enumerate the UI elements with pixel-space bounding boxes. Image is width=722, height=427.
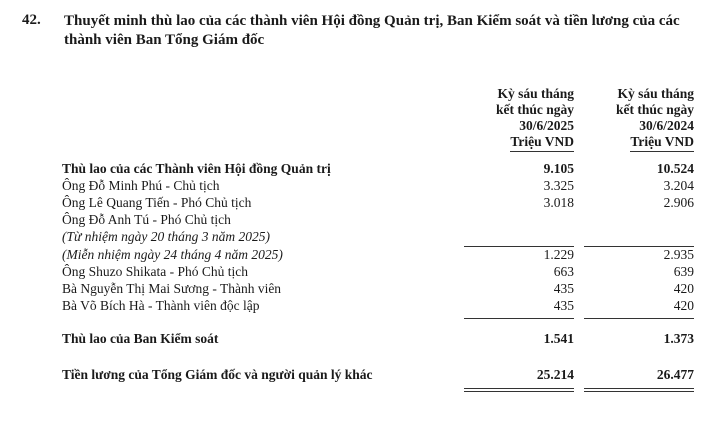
row-label: Ông Đỗ Minh Phú - Chủ tịch [62, 178, 220, 193]
column-unit: Triệu VND [630, 134, 694, 149]
table-row [62, 280, 702, 297]
row-label: Thù lao của Ban Kiểm soát [62, 331, 219, 346]
value-2024: 3.204 [663, 178, 694, 193]
row-label: Ông Shuzo Shikata - Phó Chủ tịch [62, 264, 248, 279]
column-unit: Triệu VND [510, 134, 574, 149]
value-2025: 3.325 [543, 178, 574, 193]
column-header-line: 30/6/2024 [639, 118, 694, 133]
row-label: Ông Lê Quang Tiến - Phó Chủ tịch [62, 195, 252, 210]
column-header-line: kết thúc ngày [615, 102, 694, 117]
table-row [62, 177, 702, 194]
table-row-supervisory-remuneration [62, 330, 702, 347]
table-row [62, 194, 702, 211]
column-header-2025 [464, 86, 574, 150]
double-rule-bottom [464, 391, 574, 392]
value-2025: 9.105 [543, 161, 574, 176]
value-2024: 2.935 [663, 247, 694, 262]
column-header-line: kết thúc ngày [495, 102, 574, 117]
table-row-executive-salaries [62, 366, 702, 383]
value-2024: 420 [673, 281, 694, 296]
note-number: 42. [22, 12, 41, 28]
column-header-line: Kỳ sáu tháng [617, 86, 694, 101]
row-label: (Miễn nhiệm ngày 24 tháng 4 năm 2025) [62, 247, 283, 262]
row-label: Bà Nguyễn Thị Mai Sương - Thành viên [62, 281, 282, 296]
row-label: Tiền lương của Tổng Giám đốc và người quản lý khác [62, 367, 373, 382]
value-2025: 1.229 [543, 247, 574, 262]
double-rule-top [464, 388, 574, 389]
table-row [62, 211, 702, 228]
column-header-line: 30/6/2025 [519, 118, 574, 133]
double-rule-bottom [584, 391, 694, 392]
row-label: Ông Đỗ Anh Tú - Phó Chủ tịch [62, 212, 231, 227]
value-2025: 663 [553, 264, 574, 279]
table-row-board-remuneration [62, 160, 702, 177]
value-2025: 3.018 [543, 195, 574, 210]
value-2025: 1.541 [543, 331, 574, 346]
note-title: Thuyết minh thù lao của các thành viên Hội đồng Quản trị, Ban Kiểm soát và tiền lương của các thành viên Ban Tổng Giám đốc [64, 13, 680, 48]
column-rule [584, 318, 694, 319]
column-header-line: Kỳ sáu tháng [497, 86, 574, 101]
value-2024: 639 [673, 264, 694, 279]
table-row [62, 297, 702, 314]
table-row [62, 263, 702, 280]
row-label: Thù lao của các Thành viên Hội đồng Quản trị [62, 161, 331, 176]
table-row-note [62, 228, 702, 245]
value-2024: 2.906 [663, 195, 694, 210]
column-rule [464, 318, 574, 319]
value-2024: 1.373 [663, 331, 694, 346]
table-row-note [62, 246, 702, 263]
column-header-2024 [584, 86, 694, 150]
value-2024: 10.524 [656, 161, 694, 176]
value-2025: 435 [553, 281, 574, 296]
row-label: (Từ nhiệm ngày 20 tháng 3 năm 2025) [62, 229, 270, 244]
row-label: Bà Võ Bích Hà - Thành viên độc lập [62, 298, 260, 313]
double-rule-top [584, 388, 694, 389]
value-2025: 25.214 [536, 367, 574, 382]
value-2024: 420 [673, 298, 694, 313]
value-2025: 435 [553, 298, 574, 313]
value-2024: 26.477 [656, 367, 694, 382]
